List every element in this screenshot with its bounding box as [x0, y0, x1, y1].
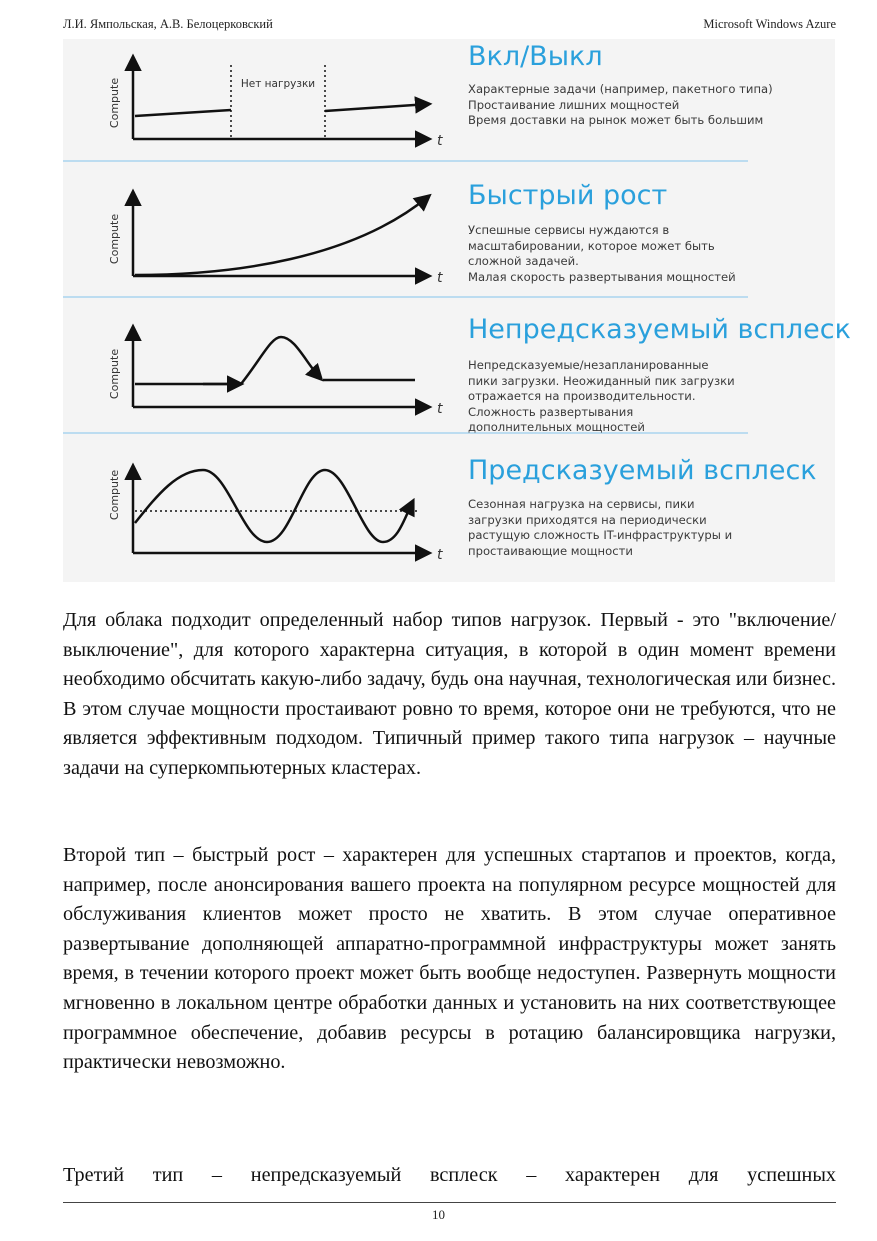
x-axis-label: t	[437, 133, 443, 149]
y-axis-label: Compute	[108, 469, 121, 521]
growth-curve	[135, 196, 429, 275]
desc-line: отражается на производительности.	[468, 389, 696, 403]
desc-line: дополнительных мощностей	[468, 420, 645, 434]
no-load-label: Нет нагрузки	[240, 78, 316, 90]
desc-line: Непредсказуемые/незапланированные	[468, 358, 709, 372]
desc-line: пики загрузки. Неожиданный пик загрузки	[468, 373, 735, 388]
chart-on-off	[108, 57, 443, 149]
desc-line: загрузки приходятся на периодически	[468, 512, 707, 527]
section-desc-rapid-growth	[468, 223, 808, 285]
footer-rule	[63, 1202, 836, 1203]
load-line-before	[135, 110, 231, 116]
section-desc-unpredictable-burst	[468, 358, 808, 436]
header-authors: Л.И. Ямпольская, А.В. Белоцерковский	[63, 17, 273, 31]
page-number: 10	[432, 1207, 445, 1222]
burst-curve	[135, 337, 321, 384]
section-title-rapid-growth: Быстрый рост	[468, 180, 668, 211]
section-title-predictable-burst: Предсказуемый всплеск	[468, 455, 817, 486]
desc-line: масштабировании, которое может быть	[468, 238, 715, 253]
x-axis-label: t	[437, 547, 443, 563]
desc-line: Характерные задачи (например, пакетного типа)	[468, 82, 773, 96]
desc-line: сложной задачей.	[468, 254, 579, 268]
running-header	[63, 17, 836, 32]
chart-rapid-growth	[108, 192, 443, 286]
x-axis-label: t	[437, 270, 443, 286]
y-axis-label: Compute	[108, 77, 121, 129]
section-title-unpredictable-burst: Непредсказуемый всплеск	[468, 314, 851, 345]
desc-line: Малая скорость развертывания мощностей	[468, 269, 736, 284]
chart-unpredictable-burst	[108, 327, 443, 417]
y-axis-label: Compute	[108, 348, 121, 400]
x-axis-label: t	[437, 401, 443, 417]
desc-line: простаивающие мощности	[468, 543, 633, 558]
desc-line: Сезонная нагрузка на сервисы, пики	[468, 497, 695, 511]
desc-line: Успешные сервисы нуждаются в	[468, 223, 670, 237]
chart-predictable-burst	[108, 466, 443, 563]
desc-line: Сложность развертывания	[468, 404, 634, 419]
y-axis-label: Compute	[108, 213, 121, 265]
paragraph-2: Второй тип – быстрый рост – характерен для успешных стартапов и проектов, когда, например, после анонсирования вашего проекта на популярном ресурсе мощностей для обслуживания клиентов может просто не хватить. В этом случае оперативное развертывание дополняющей аппаратно-программной инфраструктуры может занять время, в течении которого проект может быть вообще недоступен. Развернуть мощности мгновенно в локальном центре обработки данных и установить на них соответствующее программное обеспечение, добавив ресурсы в ротацию балансировщика нагрузки, практически невозможно.	[63, 844, 836, 1074]
paragraph-3: Третий тип – непредсказуемый всплеск – характерен для успешных	[63, 1164, 836, 1186]
section-title-on-off: Вкл/Выкл	[468, 41, 603, 72]
seasonal-wave	[135, 470, 413, 542]
load-line-after	[325, 104, 429, 111]
section-desc-predictable-burst	[468, 497, 808, 559]
paragraph-1: Для облака подходит определенный набор типов нагрузок. Первый - это "включение/выключение", для которого характерна ситуация, в которой в один момент времени необходимо обсчитать какую-либо задачу, будь она научная, технологическая или бизнес. В этом случае мощности простаивают ровно то время, которое они не требуются, что не является эффективным подходом. Типичный пример такого типа нагрузок – научные задачи на суперкомпьютерных кластерах.	[63, 609, 836, 779]
section-desc-on-off	[468, 82, 808, 129]
desc-line: Простаивание лишних мощностей	[468, 97, 680, 112]
desc-line: растущую сложность IT-инфраструктуры и	[468, 528, 733, 542]
desc-line: Время доставки на рынок может быть большим	[468, 113, 764, 127]
header-book-title: Microsoft Windows Azure	[703, 17, 836, 31]
workload-patterns-figure	[63, 39, 851, 582]
